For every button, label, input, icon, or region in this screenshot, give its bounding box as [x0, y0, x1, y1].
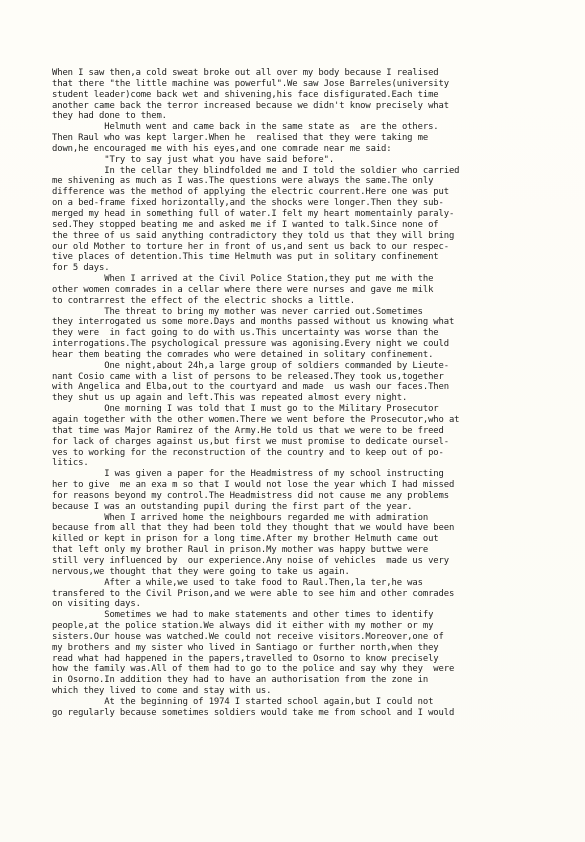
text-line: Sometimes we had to make statements and other times to identify: [52, 610, 434, 621]
text-line: down,he encouraged me with his eyes,and one comrade near me said:: [52, 143, 392, 154]
text-line: still very influenced by our experience.Any noise of vehicles made us very: [52, 555, 449, 566]
text-line: to contrarrest the effect of the electric shocks a little.: [52, 295, 355, 306]
text-line: because from all that they had been told they thought that we would have been: [52, 523, 455, 534]
text-line: difference was the method of applying the electric courrent.Here one was put: [52, 187, 449, 198]
text-line: the three of us said anything contradictory they told us that they will bring: [52, 230, 455, 241]
document-body: [52, 68, 552, 719]
text-line: Then Raul who was kept larger.When he realised that they were taking me: [52, 133, 429, 144]
text-line: When I arrived home the neighbours regarded me with admiration: [52, 512, 429, 523]
text-line: student leader)come back wet and shivening,his face disfigurated.Each time: [52, 89, 439, 100]
text-line: merged my head in something full of water.I felt my heart momentainly paraly-: [52, 208, 455, 219]
text-line: me shivening as much as I was.The questions were always the same.The only: [52, 176, 434, 187]
text-line: In the cellar they blindfolded me and I told the soldier who carried: [52, 165, 460, 176]
text-line: on a bed-frame fixed horizontally,and the shocks were longer.Then they sub-: [52, 198, 444, 209]
text-line: for reasons beyond my control.The Headmistress did not cause me any problems: [52, 490, 449, 501]
text-line: One night,about 24h,a large group of soldiers commanded by Lieute-: [52, 360, 449, 371]
text-line: sisters.Our house was watched.We could not receive visitors.Moreover,one of: [52, 631, 444, 642]
text-line: When I arrived at the Civil Police Station,they put me with the: [52, 274, 434, 285]
text-line: I was given a paper for the Headmistress of my school instructing: [52, 469, 444, 480]
text-line: which they lived to come and stay with us.: [52, 686, 272, 697]
text-line: they had done to them.: [52, 111, 167, 122]
text-line: "Try to say just what you have said before".: [52, 154, 335, 165]
text-line: When I saw then,a cold sweat broke out all over my body because I realised: [52, 68, 439, 78]
text-line: they shut us up again and left.This was repeated almost every night.: [52, 393, 408, 404]
text-line: for 5 days.: [52, 263, 110, 274]
text-line: nant Cosio came with a list of persons to be released.They took us,together: [52, 371, 444, 382]
text-line: another came back the terror increased because we didn't know precisely what: [52, 100, 449, 111]
text-line: her to give me an exa m so that I would not lose the year which I had missed: [52, 480, 455, 491]
text-line: killed or kept in prison for a long time.After my brother Helmuth came out: [52, 534, 439, 545]
text-line: The threat to bring my mother was never carried out.Sometimes: [52, 306, 423, 317]
text-line: other women comrades in a cellar where there were nurses and gave me milk: [52, 284, 434, 295]
text-line: read what had happened in the papers,travelled to Osorno to know precisely: [52, 653, 439, 664]
text-line: interrogations.The psychological pressure was agonising.Every night we could: [52, 339, 449, 350]
text-line: people,at the police station.We always did it either with my mother or my: [52, 621, 434, 632]
text-line: Helmuth went and came back in the same state as are the others.: [52, 122, 439, 133]
text-line: go regularly because sometimes soldiers would take me from school and I would: [52, 707, 455, 718]
text-line: nervous,we thought that they were going to take us again.: [52, 566, 350, 577]
text-line: on visiting days.: [52, 599, 141, 610]
text-line: At the beginning of 1974 I started school again,but I could not: [52, 696, 434, 707]
text-line: with Angelica and Elba,out to the courtyard and made us wash our faces.Then: [52, 382, 449, 393]
text-line: that left only my brother Raul in prison.My mother was happy buttwe were: [52, 545, 429, 556]
text-line: After a while,we used to take food to Raul.Then,la ter,he was: [52, 577, 423, 588]
text-line: litics.: [52, 458, 89, 469]
text-line: sed.They stopped beating me and asked me if I wanted to talk.Since none of: [52, 219, 439, 230]
text-line: transfered to the Civil Prison,and we were able to see him and other comrades: [52, 588, 455, 599]
text-line: tive places of detention.This time Helmuth was put in solitary confinement: [52, 252, 439, 263]
text-line: that there "the little machine was powerful".We saw Jose Barreles(university: [52, 78, 449, 89]
text-line: how the family was.All of them had to go to the police and say why they were: [52, 664, 455, 675]
text-line: because I was an outstanding pupil during the first part of the year.: [52, 501, 413, 512]
text-line: our old Mother to torture her in front of us,and sent us back to our respec-: [52, 241, 449, 252]
text-line: again together with the other women.There we went before the Prosecutor,who at: [52, 415, 460, 425]
text-line: they were in fact going to do with us.This uncertainty was worse than the: [52, 328, 439, 339]
text-line: my brothers and my sister who lived in Santiago or further north,when they: [52, 642, 439, 653]
text-line: they interrogated us some more.Days and months passed without us knowing what: [52, 317, 455, 328]
text-line: hear them beating the comrades who were detained in solitary confinement.: [52, 349, 434, 360]
text-line: that time was Major Ramirez of the Army.He told us that we were to be freed: [52, 425, 444, 436]
text-line: One morning I was told that I must go to the Military Prosecutor: [52, 404, 439, 415]
text-line: in Osorno.In addition they had to have an authorisation from the zone in: [52, 675, 429, 686]
text-line: for lack of charges against us,but first we must promise to dedicate oursel-: [52, 436, 449, 447]
text-line: ves to working for the reconstruction of the country and to keep out of po-: [52, 447, 444, 458]
